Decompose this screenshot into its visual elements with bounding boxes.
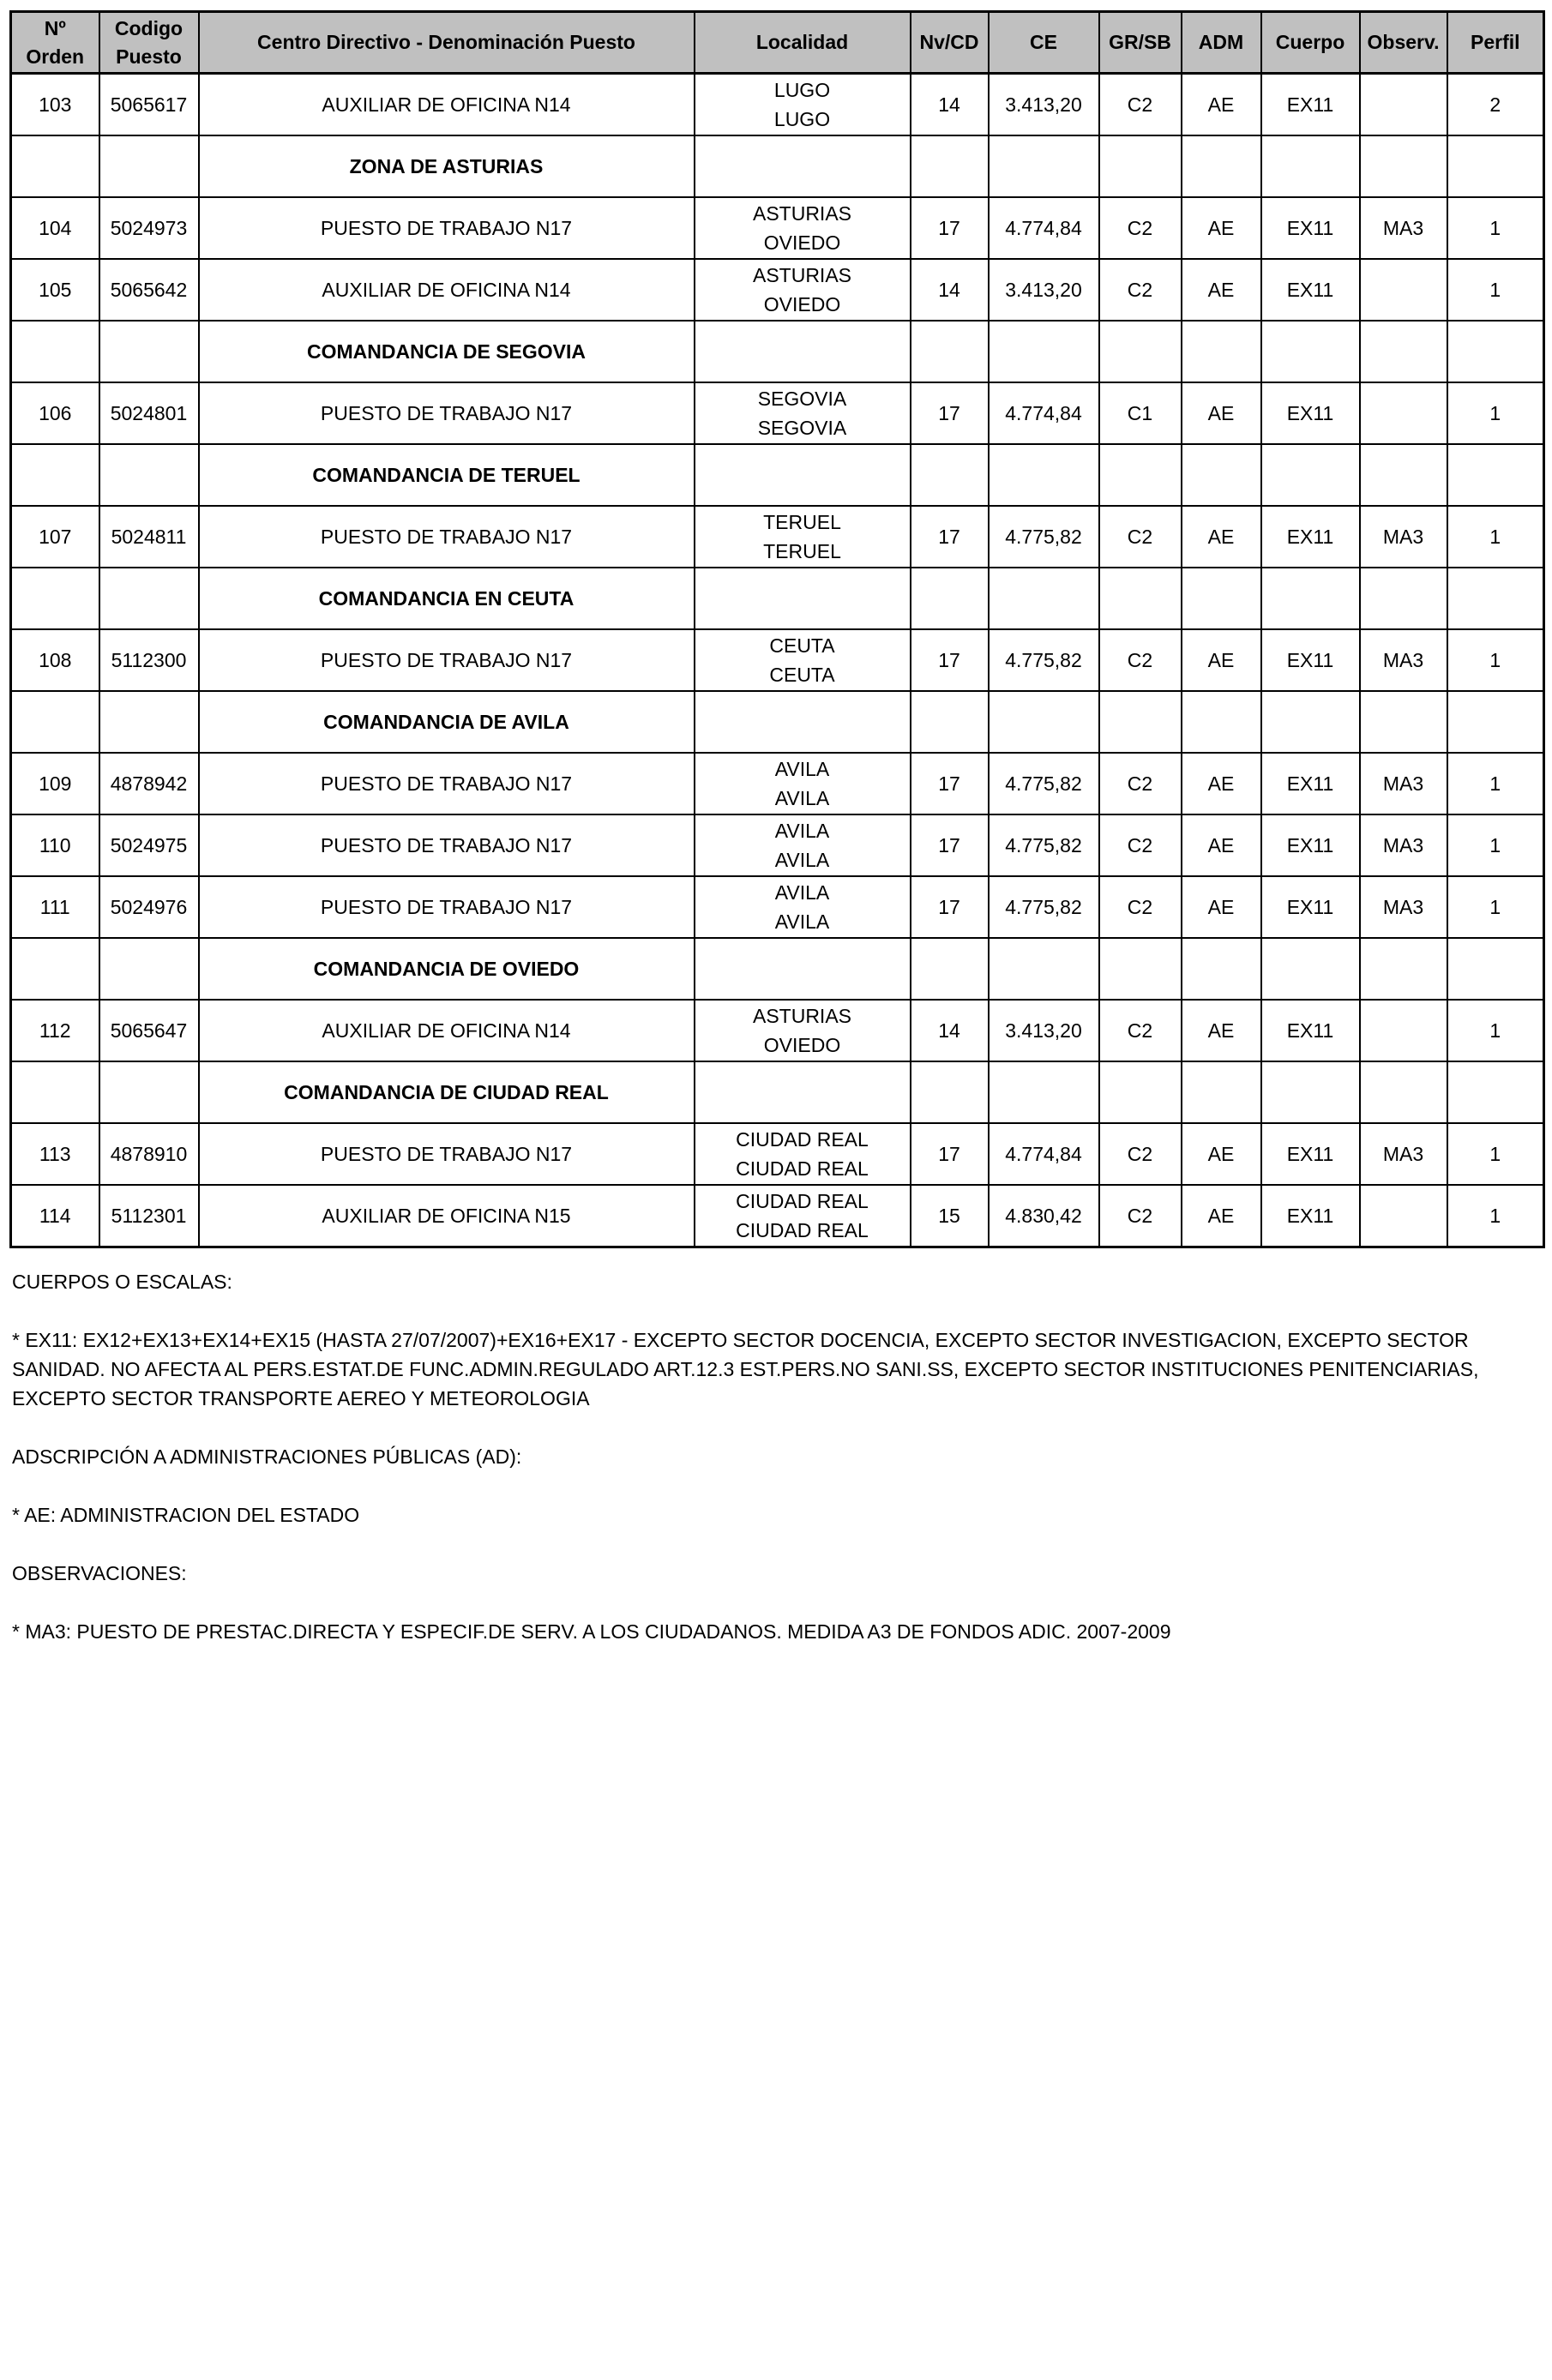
header-orden-line1: Nº	[44, 16, 66, 39]
cell-codigo: 5024976	[99, 876, 199, 938]
cell-puesto: PUESTO DE TRABAJO N17	[199, 382, 695, 444]
section-empty-cell	[695, 938, 911, 1000]
cell-cuerpo: EX11	[1261, 629, 1360, 691]
cell-adm: AE	[1182, 197, 1261, 259]
localidad-ciudad: CIUDAD REAL	[736, 1219, 869, 1241]
header-orden	[11, 12, 99, 74]
section-empty-cell	[1182, 321, 1261, 382]
table-row	[11, 197, 1544, 259]
section-empty-cell	[1261, 691, 1360, 753]
localidad-provincia: ASTURIAS	[752, 1005, 852, 1027]
section-empty-cell	[911, 1061, 989, 1123]
cell-observ: MA3	[1360, 876, 1447, 938]
section-empty-cell	[1360, 1061, 1447, 1123]
cell-orden: 113	[11, 1123, 99, 1185]
section-empty-cell	[1099, 1061, 1182, 1123]
adscripcion-heading: ADSCRIPCIÓN A ADMINISTRACIONES PÚBLICAS (AD):	[12, 1445, 522, 1468]
header-adm: ADM	[1182, 12, 1261, 74]
cell-localidad	[695, 197, 911, 259]
cell-puesto: PUESTO DE TRABAJO N17	[199, 876, 695, 938]
table-row	[11, 1123, 1544, 1185]
section-empty-cell	[1182, 135, 1261, 197]
cell-puesto: AUXILIAR DE OFICINA N14	[199, 74, 695, 136]
cell-localidad	[695, 1185, 911, 1247]
cell-grupo: C2	[1099, 1000, 1182, 1061]
localidad-ciudad: CIUDAD REAL	[736, 1157, 869, 1180]
cell-nivel: 17	[911, 814, 989, 876]
cell-perfil: 2	[1447, 74, 1544, 136]
cell-observ: MA3	[1360, 629, 1447, 691]
table-row	[11, 74, 1544, 136]
table-header-row	[11, 12, 1544, 74]
table-row	[11, 506, 1544, 568]
section-row	[11, 321, 1544, 382]
cell-perfil: 1	[1447, 753, 1544, 814]
cell-puesto: PUESTO DE TRABAJO N17	[199, 506, 695, 568]
cell-localidad	[695, 259, 911, 321]
localidad-provincia: CEUTA	[769, 634, 835, 657]
section-empty-orden	[11, 691, 99, 753]
cell-nivel: 14	[911, 259, 989, 321]
section-empty-cell	[989, 691, 1099, 753]
cell-perfil: 1	[1447, 1185, 1544, 1247]
cell-orden: 110	[11, 814, 99, 876]
header-denominacion: Centro Directivo - Denominación Puesto	[199, 12, 695, 74]
cell-observ: MA3	[1360, 506, 1447, 568]
cell-grupo: C2	[1099, 876, 1182, 938]
cell-codigo: 5065642	[99, 259, 199, 321]
localidad-ciudad: TERUEL	[763, 540, 841, 562]
cell-cuerpo: EX11	[1261, 382, 1360, 444]
cell-codigo: 5065647	[99, 1000, 199, 1061]
section-empty-orden	[11, 568, 99, 629]
section-empty-cell	[1099, 568, 1182, 629]
section-empty-cell	[911, 938, 989, 1000]
cell-ce: 4.830,42	[989, 1185, 1099, 1247]
cell-nivel: 14	[911, 1000, 989, 1061]
section-empty-cell	[1360, 444, 1447, 506]
observaciones-text: * MA3: PUESTO DE PRESTAC.DIRECTA Y ESPECIF.DE SERV. A LOS CIUDADANOS. MEDIDA A3 DE FONDOS ADIC. 2007-2009	[12, 1620, 1171, 1643]
cell-orden: 111	[11, 876, 99, 938]
section-empty-cell	[1360, 568, 1447, 629]
cell-puesto: AUXILIAR DE OFICINA N14	[199, 1000, 695, 1061]
cell-perfil: 1	[1447, 1123, 1544, 1185]
cell-orden: 107	[11, 506, 99, 568]
cell-ce: 3.413,20	[989, 74, 1099, 136]
header-localidad: Localidad	[695, 12, 911, 74]
cell-adm: AE	[1182, 74, 1261, 136]
localidad-ciudad: AVILA	[774, 911, 830, 933]
section-empty-cell	[695, 568, 911, 629]
section-empty-cell	[1261, 321, 1360, 382]
table-row	[11, 753, 1544, 814]
cell-cuerpo: EX11	[1261, 259, 1360, 321]
table-row	[11, 814, 1544, 876]
cell-cuerpo: EX11	[1261, 753, 1360, 814]
table-row	[11, 259, 1544, 321]
cell-ce: 3.413,20	[989, 1000, 1099, 1061]
cell-localidad	[695, 1123, 911, 1185]
cell-grupo: C2	[1099, 629, 1182, 691]
section-empty-cell	[1182, 938, 1261, 1000]
cell-orden: 103	[11, 74, 99, 136]
section-empty-cell	[911, 444, 989, 506]
cell-adm: AE	[1182, 876, 1261, 938]
section-empty-cell	[1261, 444, 1360, 506]
section-row	[11, 568, 1544, 629]
section-row	[11, 1061, 1544, 1123]
cell-adm: AE	[1182, 382, 1261, 444]
section-empty-cell	[911, 135, 989, 197]
cell-perfil: 1	[1447, 629, 1544, 691]
section-empty-cell	[1447, 691, 1544, 753]
localidad-provincia: LUGO	[773, 79, 831, 101]
cell-observ: MA3	[1360, 814, 1447, 876]
header-ce: CE	[989, 12, 1099, 74]
cell-nivel: 17	[911, 753, 989, 814]
cell-adm: AE	[1182, 629, 1261, 691]
localidad-provincia: AVILA	[774, 881, 830, 904]
cell-localidad	[695, 814, 911, 876]
section-title: ZONA DE ASTURIAS	[199, 135, 695, 197]
header-observ: Observ.	[1360, 12, 1447, 74]
cell-codigo: 5112301	[99, 1185, 199, 1247]
section-empty-orden	[11, 938, 99, 1000]
header-codigo-line1: Codigo	[114, 16, 183, 39]
cell-nivel: 17	[911, 1123, 989, 1185]
cell-cuerpo: EX11	[1261, 74, 1360, 136]
localidad-ciudad: LUGO	[773, 108, 831, 130]
cell-codigo: 5024801	[99, 382, 199, 444]
cell-observ	[1360, 74, 1447, 136]
notes-section	[12, 1267, 1538, 1646]
cell-puesto: PUESTO DE TRABAJO N17	[199, 814, 695, 876]
cell-puesto: AUXILIAR DE OFICINA N14	[199, 259, 695, 321]
section-empty-codigo	[99, 321, 199, 382]
table-row	[11, 629, 1544, 691]
cuerpos-text: * EX11: EX12+EX13+EX14+EX15 (HASTA 27/07/2007)+EX16+EX17 - EXCEPTO SECTOR DOCENCIA, EXCEPTO SECTOR INVESTIGACION, EXCEPTO SECTOR SANIDAD. NO AFECTA AL PERS.ESTAT.DE FUNC.ADMIN.REGULADO ART.12.3 EST.PERS.NO SANI.SS, EXCEPTO SECTOR INSTITUCIONES PENITENCIARIAS, EXCEPTO SECTOR TRANSPORTE AEREO Y METEOROLOGIA	[12, 1329, 1479, 1409]
table-row	[11, 382, 1544, 444]
localidad-provincia: CIUDAD REAL	[736, 1190, 869, 1212]
cell-ce: 4.774,84	[989, 382, 1099, 444]
section-empty-codigo	[99, 938, 199, 1000]
cell-puesto: PUESTO DE TRABAJO N17	[199, 753, 695, 814]
section-title: COMANDANCIA DE TERUEL	[199, 444, 695, 506]
cell-cuerpo: EX11	[1261, 1000, 1360, 1061]
section-empty-orden	[11, 444, 99, 506]
cell-nivel: 17	[911, 197, 989, 259]
cell-codigo: 4878910	[99, 1123, 199, 1185]
section-row	[11, 938, 1544, 1000]
cell-nivel: 14	[911, 74, 989, 136]
cell-observ	[1360, 1185, 1447, 1247]
section-empty-cell	[1182, 691, 1261, 753]
section-empty-cell	[1447, 321, 1544, 382]
cell-grupo: C2	[1099, 1123, 1182, 1185]
cell-puesto: PUESTO DE TRABAJO N17	[199, 197, 695, 259]
section-empty-cell	[989, 1061, 1099, 1123]
cell-nivel: 17	[911, 382, 989, 444]
section-empty-cell	[695, 691, 911, 753]
cell-orden: 104	[11, 197, 99, 259]
section-empty-cell	[695, 135, 911, 197]
section-empty-cell	[989, 135, 1099, 197]
section-empty-codigo	[99, 691, 199, 753]
cell-codigo: 5065617	[99, 74, 199, 136]
cell-codigo: 4878942	[99, 753, 199, 814]
section-empty-cell	[1099, 938, 1182, 1000]
section-empty-orden	[11, 321, 99, 382]
header-codigo-line2: Puesto	[116, 45, 182, 68]
localidad-provincia: AVILA	[774, 820, 830, 842]
cell-adm: AE	[1182, 1123, 1261, 1185]
cell-nivel: 17	[911, 629, 989, 691]
cell-nivel: 17	[911, 876, 989, 938]
cell-orden: 106	[11, 382, 99, 444]
cell-adm: AE	[1182, 506, 1261, 568]
header-codigo	[99, 12, 199, 74]
cell-localidad	[695, 629, 911, 691]
cell-ce: 4.775,82	[989, 629, 1099, 691]
header-grupo: GR/SB	[1099, 12, 1182, 74]
section-empty-cell	[695, 444, 911, 506]
cell-cuerpo: EX11	[1261, 814, 1360, 876]
section-empty-cell	[989, 444, 1099, 506]
section-empty-cell	[911, 321, 989, 382]
table-row	[11, 876, 1544, 938]
cell-orden: 114	[11, 1185, 99, 1247]
section-empty-cell	[911, 568, 989, 629]
section-empty-cell	[1360, 938, 1447, 1000]
cell-adm: AE	[1182, 1000, 1261, 1061]
cell-orden: 108	[11, 629, 99, 691]
cell-codigo: 5112300	[99, 629, 199, 691]
cell-observ: MA3	[1360, 753, 1447, 814]
section-row	[11, 135, 1544, 197]
cell-codigo: 5024811	[99, 506, 199, 568]
cell-puesto: AUXILIAR DE OFICINA N15	[199, 1185, 695, 1247]
cell-adm: AE	[1182, 1185, 1261, 1247]
cell-ce: 3.413,20	[989, 259, 1099, 321]
localidad-provincia: ASTURIAS	[752, 202, 852, 225]
section-empty-cell	[1360, 691, 1447, 753]
localidad-ciudad: CEUTA	[769, 664, 835, 686]
positions-sheet	[9, 10, 1543, 1248]
cell-puesto: PUESTO DE TRABAJO N17	[199, 1123, 695, 1185]
section-title: COMANDANCIA EN CEUTA	[199, 568, 695, 629]
cell-observ: MA3	[1360, 197, 1447, 259]
cell-ce: 4.775,82	[989, 876, 1099, 938]
cell-nivel: 15	[911, 1185, 989, 1247]
localidad-ciudad: AVILA	[774, 849, 830, 871]
localidad-ciudad: AVILA	[774, 787, 830, 809]
cell-ce: 4.775,82	[989, 753, 1099, 814]
table-row	[11, 1185, 1544, 1247]
positions-table	[9, 10, 1545, 1248]
section-empty-cell	[1099, 691, 1182, 753]
cell-localidad	[695, 876, 911, 938]
section-empty-cell	[989, 938, 1099, 1000]
cell-perfil: 1	[1447, 197, 1544, 259]
cell-localidad	[695, 382, 911, 444]
cell-observ	[1360, 259, 1447, 321]
section-row	[11, 444, 1544, 506]
localidad-ciudad: OVIEDO	[763, 293, 841, 316]
localidad-provincia: TERUEL	[763, 511, 841, 533]
cell-cuerpo: EX11	[1261, 506, 1360, 568]
localidad-ciudad: OVIEDO	[763, 231, 841, 254]
cell-orden: 112	[11, 1000, 99, 1061]
cell-adm: AE	[1182, 753, 1261, 814]
localidad-provincia: AVILA	[774, 758, 830, 780]
cell-observ: MA3	[1360, 1123, 1447, 1185]
section-empty-cell	[911, 691, 989, 753]
cell-localidad	[695, 1000, 911, 1061]
section-empty-cell	[1360, 321, 1447, 382]
cell-ce: 4.774,84	[989, 197, 1099, 259]
cell-grupo: C2	[1099, 74, 1182, 136]
section-empty-cell	[1261, 1061, 1360, 1123]
section-empty-codigo	[99, 135, 199, 197]
cell-ce: 4.775,82	[989, 814, 1099, 876]
table-body	[11, 74, 1544, 1247]
section-empty-cell	[1447, 1061, 1544, 1123]
section-row	[11, 691, 1544, 753]
localidad-ciudad: OVIEDO	[763, 1034, 841, 1056]
cell-cuerpo: EX11	[1261, 876, 1360, 938]
localidad-provincia: SEGOVIA	[757, 388, 847, 410]
section-title: COMANDANCIA DE SEGOVIA	[199, 321, 695, 382]
section-empty-cell	[1447, 135, 1544, 197]
header-perfil: Perfil	[1447, 12, 1544, 74]
section-title: COMANDANCIA DE AVILA	[199, 691, 695, 753]
section-empty-cell	[695, 321, 911, 382]
cell-cuerpo: EX11	[1261, 1123, 1360, 1185]
section-empty-cell	[989, 568, 1099, 629]
section-empty-cell	[1099, 444, 1182, 506]
localidad-provincia: ASTURIAS	[752, 264, 852, 286]
cell-grupo: C2	[1099, 753, 1182, 814]
cell-adm: AE	[1182, 259, 1261, 321]
observaciones-heading: OBSERVACIONES:	[12, 1562, 187, 1584]
localidad-ciudad: SEGOVIA	[757, 417, 847, 439]
cell-grupo: C2	[1099, 506, 1182, 568]
cell-ce: 4.775,82	[989, 506, 1099, 568]
cell-perfil: 1	[1447, 876, 1544, 938]
cell-ce: 4.774,84	[989, 1123, 1099, 1185]
header-orden-line2: Orden	[26, 45, 85, 68]
cell-observ	[1360, 1000, 1447, 1061]
cell-grupo: C2	[1099, 259, 1182, 321]
cell-orden: 105	[11, 259, 99, 321]
section-empty-cell	[1360, 135, 1447, 197]
adscripcion-text: * AE: ADMINISTRACION DEL ESTADO	[12, 1504, 360, 1526]
section-empty-codigo	[99, 1061, 199, 1123]
cell-observ	[1360, 382, 1447, 444]
cell-puesto: PUESTO DE TRABAJO N17	[199, 629, 695, 691]
cell-perfil: 1	[1447, 814, 1544, 876]
cell-codigo: 5024973	[99, 197, 199, 259]
cell-perfil: 1	[1447, 382, 1544, 444]
header-nivel: Nv/CD	[911, 12, 989, 74]
cuerpos-heading: CUERPOS O ESCALAS:	[12, 1271, 232, 1293]
cell-localidad	[695, 753, 911, 814]
section-empty-cell	[1182, 568, 1261, 629]
cell-localidad	[695, 74, 911, 136]
section-empty-orden	[11, 1061, 99, 1123]
section-empty-cell	[1447, 444, 1544, 506]
cell-localidad	[695, 506, 911, 568]
cell-cuerpo: EX11	[1261, 1185, 1360, 1247]
cell-grupo: C2	[1099, 197, 1182, 259]
cell-perfil: 1	[1447, 1000, 1544, 1061]
section-empty-cell	[1447, 938, 1544, 1000]
cell-adm: AE	[1182, 814, 1261, 876]
section-empty-cell	[1182, 444, 1261, 506]
cell-grupo: C2	[1099, 1185, 1182, 1247]
cell-nivel: 17	[911, 506, 989, 568]
section-empty-cell	[1261, 938, 1360, 1000]
section-empty-orden	[11, 135, 99, 197]
section-empty-cell	[695, 1061, 911, 1123]
section-title: COMANDANCIA DE CIUDAD REAL	[199, 1061, 695, 1123]
section-empty-codigo	[99, 444, 199, 506]
table-row	[11, 1000, 1544, 1061]
section-title: COMANDANCIA DE OVIEDO	[199, 938, 695, 1000]
section-empty-cell	[1099, 135, 1182, 197]
section-empty-cell	[989, 321, 1099, 382]
cell-cuerpo: EX11	[1261, 197, 1360, 259]
cell-perfil: 1	[1447, 259, 1544, 321]
section-empty-cell	[1099, 321, 1182, 382]
section-empty-cell	[1182, 1061, 1261, 1123]
cell-perfil: 1	[1447, 506, 1544, 568]
cell-orden: 109	[11, 753, 99, 814]
section-empty-cell	[1447, 568, 1544, 629]
section-empty-cell	[1261, 568, 1360, 629]
cell-grupo: C1	[1099, 382, 1182, 444]
cell-grupo: C2	[1099, 814, 1182, 876]
localidad-provincia: CIUDAD REAL	[736, 1128, 869, 1151]
section-empty-codigo	[99, 568, 199, 629]
cell-codigo: 5024975	[99, 814, 199, 876]
header-cuerpo: Cuerpo	[1261, 12, 1360, 74]
section-empty-cell	[1261, 135, 1360, 197]
